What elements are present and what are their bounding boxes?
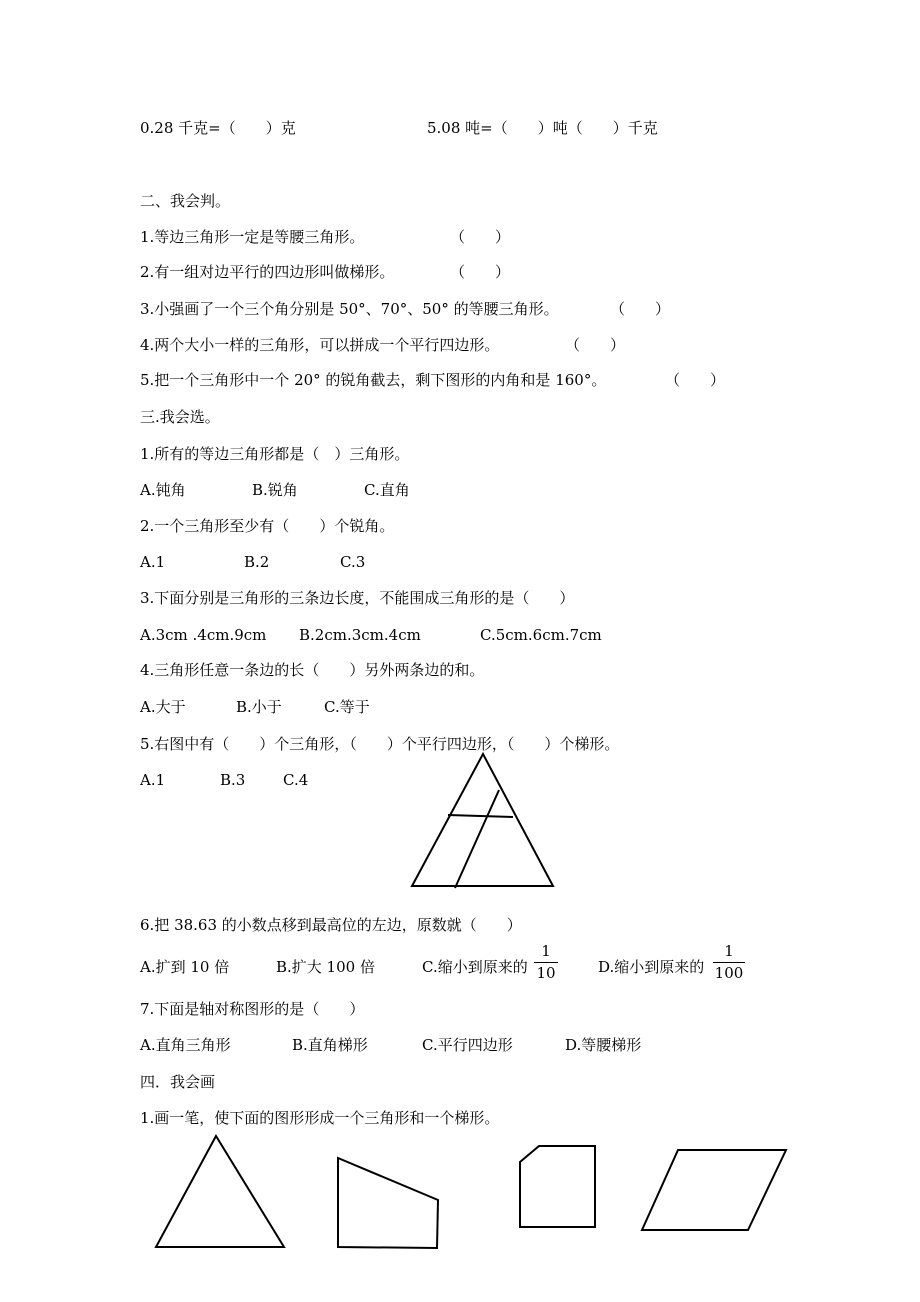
choice-q1-option-b[interactable]: B.锐角 bbox=[252, 481, 298, 499]
fraction-one-tenth-denominator: 10 bbox=[534, 962, 558, 981]
q-kg-to-g: 0.28 千克=（ ）克 bbox=[140, 119, 296, 137]
choice-q2: 2.一个三角形至少有（ ）个锐角。 bbox=[140, 517, 395, 535]
figure-outer-triangle bbox=[412, 754, 553, 886]
choice-q3-option-b[interactable]: B.2cm.3cm.4cm bbox=[299, 626, 421, 644]
judge-item-5: 5.把一个三角形中一个 20° 的锐角截去，剩下图形的内角和是 160°。 bbox=[140, 371, 607, 389]
choice-q6: 6.把 38.63 的小数点移到最高位的左边，原数就（ ） bbox=[140, 916, 522, 934]
judge-item-2: 2.有一组对边平行的四边形叫做梯形。 bbox=[140, 263, 395, 281]
choice-q7: 7.下面是轴对称图形的是（ ） bbox=[140, 1000, 365, 1018]
choice-q7-option-d[interactable]: D.等腰梯形 bbox=[565, 1036, 642, 1054]
choice-q6-option-c[interactable]: C.缩小到原来的 bbox=[422, 958, 528, 976]
judge-blank-4[interactable]: （ ） bbox=[565, 336, 626, 354]
judge-blank-5[interactable]: （ ） bbox=[665, 371, 726, 389]
choice-q3: 3.下面分别是三角形的三条边长度，不能围成三角形的是（ ） bbox=[140, 589, 575, 607]
judge-blank-2[interactable]: （ ） bbox=[450, 263, 511, 281]
choice-q5-option-a[interactable]: A.1 bbox=[140, 771, 166, 789]
fraction-one-hundredth-denominator: 100 bbox=[714, 964, 744, 982]
draw-shape-trapezoid[interactable] bbox=[332, 1152, 444, 1254]
draw-shape-parallelogram[interactable] bbox=[636, 1144, 792, 1236]
judge-blank-3[interactable]: （ ） bbox=[610, 300, 671, 318]
choice-q7-option-a[interactable]: A.直角三角形 bbox=[140, 1036, 231, 1054]
section3-title: 三.我会选。 bbox=[140, 408, 220, 426]
choice-q2-option-b[interactable]: B.2 bbox=[244, 553, 270, 571]
fraction-one-tenth bbox=[534, 944, 558, 981]
choice-q6-option-a[interactable]: A.扩到 10 倍 bbox=[140, 958, 230, 976]
choice-q3-option-a[interactable]: A.3cm .4cm.9cm bbox=[140, 626, 267, 644]
fraction-one-tenth-numerator: 1 bbox=[541, 942, 551, 960]
choice-q1-option-c[interactable]: C.直角 bbox=[364, 481, 410, 499]
choice-q2-option-c[interactable]: C.3 bbox=[340, 553, 366, 571]
counting-figure bbox=[410, 752, 556, 890]
judge-blank-1[interactable]: （ ） bbox=[450, 228, 511, 246]
choice-q7-option-c[interactable]: C.平行四边形 bbox=[422, 1036, 513, 1054]
choice-q4-option-c[interactable]: C.等于 bbox=[324, 698, 370, 716]
choice-q4-option-b[interactable]: B.小于 bbox=[236, 698, 282, 716]
judge-item-4: 4.两个大小一样的三角形，可以拼成一个平行四边形。 bbox=[140, 336, 500, 354]
choice-q4-option-a[interactable]: A.大于 bbox=[140, 698, 186, 716]
draw-q1: 1.画一笔，使下面的图形形成一个三角形和一个梯形。 bbox=[140, 1109, 500, 1127]
figure-horizontal-line bbox=[448, 815, 513, 817]
section2-title: 二、我会判。 bbox=[140, 192, 231, 210]
judge-item-1: 1.等边三角形一定是等腰三角形。 bbox=[140, 228, 365, 246]
choice-q6-option-b[interactable]: B.扩大 100 倍 bbox=[276, 958, 375, 976]
choice-q5-option-c: C.4 bbox=[283, 771, 309, 789]
judge-item-3: 3.小强画了一个三个角分别是 50°、70°、50° 的等腰三角形。 bbox=[140, 300, 559, 318]
choice-q1: 1.所有的等边三角形都是（ ）三角形。 bbox=[140, 445, 410, 463]
draw-shape-cut-square[interactable] bbox=[514, 1140, 602, 1234]
choice-q2-option-a[interactable]: A.1 bbox=[140, 553, 166, 571]
choice-q7-option-b[interactable]: B.直角梯形 bbox=[292, 1036, 368, 1054]
fraction-one-hundredth-numerator: 1 bbox=[724, 942, 734, 960]
choice-q5-option-b[interactable]: B.3 bbox=[220, 771, 246, 789]
choice-q5: 5.右图中有（ ）个三角形，（ ）个平行四边形，（ ）个梯形。 bbox=[140, 735, 620, 753]
choice-q4: 4.三角形任意一条边的长（ ）另外两条边的和。 bbox=[140, 661, 485, 679]
draw-shape-triangle[interactable] bbox=[150, 1130, 290, 1252]
choice-q1-option-a[interactable]: A.钝角 bbox=[140, 481, 186, 499]
choice-q3-option-c[interactable]: C.5cm.6cm.7cm bbox=[480, 626, 602, 644]
q-ton-to-kg: 5.08 吨=（ ）吨（ ）千克 bbox=[427, 119, 658, 137]
section4-title: 四．我会画 bbox=[140, 1073, 216, 1091]
choice-q6-option-d[interactable]: D.缩小到原来的 bbox=[598, 958, 705, 976]
figure-slanted-line bbox=[455, 790, 499, 888]
fraction-one-hundredth bbox=[713, 944, 745, 981]
